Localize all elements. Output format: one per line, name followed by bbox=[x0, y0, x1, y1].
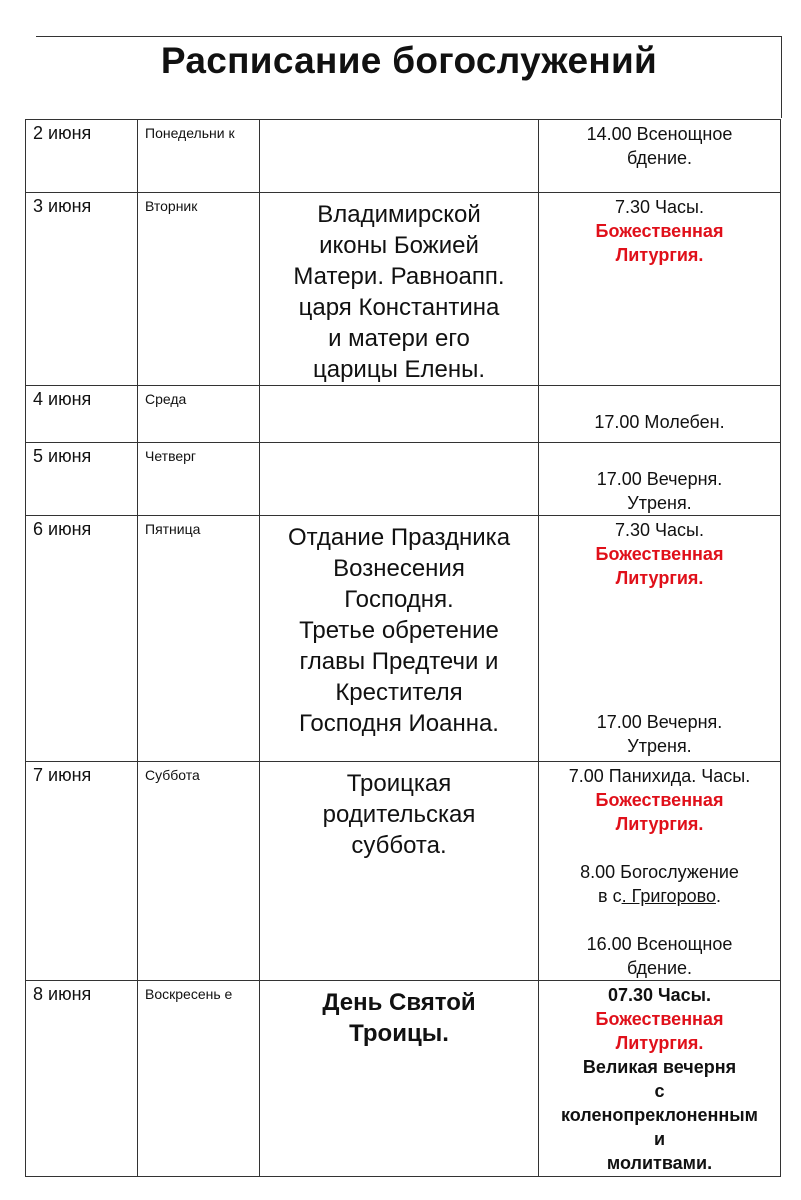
date-cell: 6 июня bbox=[26, 516, 138, 762]
service-fragment: . bbox=[715, 886, 721, 906]
weekday-cell: Пятница bbox=[138, 516, 260, 762]
feast-line: День Святой bbox=[322, 989, 476, 1016]
service-line: 8.00 Богослужение bbox=[580, 862, 739, 882]
feast-line: царя Константина bbox=[298, 294, 500, 321]
feast-cell bbox=[260, 516, 539, 762]
service-cell bbox=[539, 120, 781, 193]
feast-line: и матери его bbox=[328, 325, 470, 352]
weekday-cell: Среда bbox=[138, 386, 260, 443]
date-cell: 4 июня bbox=[26, 386, 138, 443]
service-line: Божественная bbox=[595, 221, 724, 241]
service-line: Утреня. bbox=[627, 736, 692, 756]
service-cell bbox=[539, 193, 781, 386]
page-title: Расписание богослужений bbox=[160, 40, 658, 81]
service-cell bbox=[539, 386, 781, 443]
service-line: 7.00 Панихида. Часы. bbox=[568, 766, 751, 786]
feast-cell bbox=[260, 193, 539, 386]
service-line: 16.00 Всенощное bbox=[586, 934, 733, 954]
feast-cell bbox=[260, 981, 539, 1177]
date-cell: 3 июня bbox=[26, 193, 138, 386]
service-line: 17.00 Молебен. bbox=[594, 412, 725, 432]
service-line: и bbox=[653, 1129, 666, 1149]
table-row bbox=[26, 120, 781, 193]
service-line: 14.00 Всенощное bbox=[586, 124, 733, 144]
date-cell: 8 июня bbox=[26, 981, 138, 1177]
feast-line: Отдание Праздника bbox=[287, 524, 511, 551]
service-line: Божественная bbox=[595, 1009, 724, 1029]
date-cell: 2 июня bbox=[26, 120, 138, 193]
table-row bbox=[26, 981, 781, 1177]
weekday-cell: Четверг bbox=[138, 443, 260, 516]
feast-line: Третье обретение bbox=[299, 617, 499, 644]
feast-line: главы Предтечи и bbox=[299, 648, 499, 675]
table-row bbox=[26, 443, 781, 516]
service-line: с bbox=[654, 1081, 665, 1101]
service-line: Великая вечерня bbox=[582, 1057, 737, 1077]
service-line: Божественная bbox=[595, 544, 724, 564]
table-row bbox=[26, 762, 781, 981]
service-line: Литургия. bbox=[615, 245, 704, 265]
feast-line: родительская bbox=[322, 801, 476, 828]
weekday-cell: Суббота bbox=[138, 762, 260, 981]
service-line: Утреня. bbox=[627, 493, 692, 513]
table-row bbox=[26, 386, 781, 443]
service-cell bbox=[539, 443, 781, 516]
service-line: бдение. bbox=[626, 958, 693, 978]
feast-line: Троицы. bbox=[349, 1020, 449, 1047]
service-line: бдение. bbox=[626, 148, 693, 168]
service-line: Божественная bbox=[595, 790, 724, 810]
service-line: Литургия. bbox=[615, 814, 704, 834]
service-line: Литургия. bbox=[615, 568, 704, 588]
feast-line: Троицкая bbox=[346, 770, 452, 797]
village-name: . Григорово bbox=[621, 886, 716, 906]
feast-line: суббота. bbox=[351, 832, 447, 859]
service-cell bbox=[539, 516, 781, 762]
feast-line: иконы Божией bbox=[319, 232, 479, 259]
table-row bbox=[26, 193, 781, 386]
feast-line: Господня Иоанна. bbox=[299, 710, 499, 737]
service-line: коленопреклоненным bbox=[560, 1105, 758, 1125]
feast-line: Господня. bbox=[344, 586, 454, 613]
feast-cell bbox=[260, 443, 539, 516]
feast-line: царицы Елены. bbox=[312, 356, 486, 383]
service-cell bbox=[539, 762, 781, 981]
feast-cell bbox=[260, 762, 539, 981]
schedule-table bbox=[25, 119, 781, 1177]
weekday-cell: Вторник bbox=[138, 193, 260, 386]
service-cell bbox=[539, 981, 781, 1177]
weekday-cell: Понедельни к bbox=[138, 120, 260, 193]
service-line: 7.30 Часы. bbox=[615, 520, 704, 540]
service-line: Литургия. bbox=[615, 1033, 704, 1053]
date-cell: 5 июня bbox=[26, 443, 138, 516]
feast-line: Матери. Равноапп. bbox=[293, 263, 505, 290]
feast-line: Владимирской bbox=[317, 201, 481, 228]
feast-line: Крестителя bbox=[335, 679, 463, 706]
feast-line: Вознесения bbox=[333, 555, 465, 582]
table-row bbox=[26, 516, 781, 762]
date-cell: 7 июня bbox=[26, 762, 138, 981]
service-line: 17.00 Вечерня. bbox=[596, 712, 723, 732]
weekday-cell: Воскресень е bbox=[138, 981, 260, 1177]
feast-cell bbox=[260, 120, 539, 193]
service-line: 17.00 Вечерня. bbox=[596, 469, 723, 489]
feast-cell bbox=[260, 386, 539, 443]
service-line: 7.30 Часы. bbox=[615, 197, 704, 217]
service-line: молитвами. bbox=[606, 1153, 713, 1173]
service-line: 07.30 Часы. bbox=[607, 985, 712, 1005]
service-line bbox=[539, 884, 780, 908]
service-fragment: в с bbox=[598, 886, 622, 906]
